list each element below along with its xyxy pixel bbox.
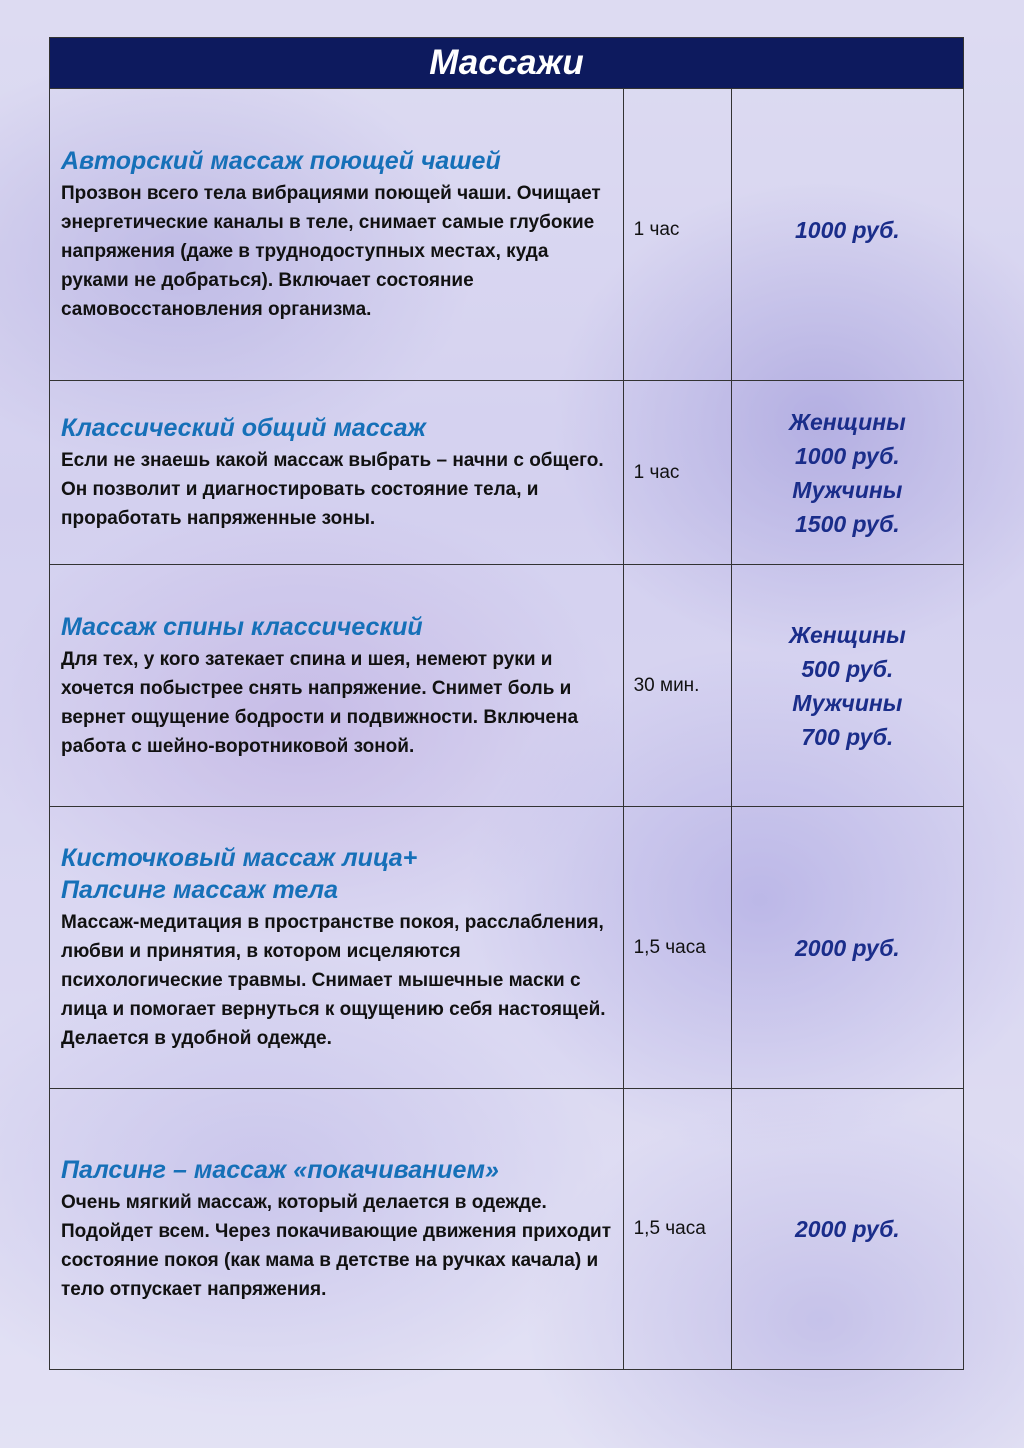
service-duration xyxy=(623,89,731,381)
service-description-cell xyxy=(50,89,624,381)
service-price xyxy=(731,565,963,807)
price-label-women: Женщины xyxy=(788,408,906,435)
duration-text: 1 час xyxy=(633,461,680,483)
service-description-cell xyxy=(50,807,624,1089)
title-row xyxy=(50,38,964,89)
service-row xyxy=(50,381,964,565)
service-name: Классический общий массаж xyxy=(61,414,426,442)
service-row xyxy=(50,807,964,1089)
service-price xyxy=(731,807,963,1089)
service-name: Палсинг – массаж «покачиванием» xyxy=(61,1156,499,1184)
duration-text: 30 мин. xyxy=(633,674,700,696)
duration-text: 1,5 часа xyxy=(633,936,706,958)
price-line: 1000 руб. xyxy=(794,216,900,243)
service-name: Авторский массаж поющей чашей xyxy=(61,147,501,175)
service-description: Очень мягкий массаж, который делается в одежде. Подойдет всем. Через покачивающие движения приходит состояние покоя (как мама в детстве на ручках качала) и тело отпускает напряжения. xyxy=(61,1192,611,1300)
service-row xyxy=(50,565,964,807)
service-description: Для тех, у кого затекает спина и шея, немеют руки и хочется побыстрее снять напряжение. Снимет боль и вернет ощущение бодрости и подвижности. Включена работа с шейно-воротниковой зоной. xyxy=(61,648,579,757)
massage-price-table xyxy=(49,37,964,1370)
service-row xyxy=(50,89,964,381)
price-line: 1500 руб. xyxy=(794,510,900,537)
service-description: Если не знаешь какой массаж выбрать – начни с общего. Он позволит и диагностировать состояние тела, и проработать напряженные зоны. xyxy=(61,450,604,529)
price-line: 2000 руб. xyxy=(794,1216,900,1242)
price-label-men: Мужчины xyxy=(792,689,903,716)
service-price xyxy=(731,1089,963,1370)
service-description-cell xyxy=(50,381,624,565)
service-duration xyxy=(623,565,731,807)
price-line: 1000 руб. xyxy=(794,442,900,469)
service-duration xyxy=(623,381,731,565)
service-description: Прозвон всего тела вибрациями поющей чаши. Очищает энергетические каналы в теле, снимает самые глубокие напряжения (даже в труднодоступных местах, куда руками не добраться). Включает состояние самовосстановления организма. xyxy=(61,183,601,320)
duration-text: 1,5 часа xyxy=(633,1218,706,1239)
service-description: Массаж-медитация в пространстве покоя, расслабления, любви и принятия, в котором исцеляются психологические травмы. Снимает мышечные маски с лица и помогает вернуться к ощущению себя настоящей. Делается в удобной одежде. xyxy=(61,912,606,1049)
price-line: 500 руб. xyxy=(801,655,894,682)
service-name: Кисточковый массаж лица+ Палсинг массаж тела xyxy=(61,844,418,904)
service-duration xyxy=(623,1089,731,1370)
price-line: 2000 руб. xyxy=(794,934,900,961)
service-description-cell xyxy=(50,1089,624,1370)
service-duration xyxy=(623,807,731,1089)
service-price xyxy=(731,381,963,565)
service-name: Массаж спины классический xyxy=(61,612,423,641)
service-description-cell xyxy=(50,565,624,807)
price-label-men: Мужчины xyxy=(792,476,903,503)
price-line: 700 руб. xyxy=(801,723,894,750)
service-price xyxy=(731,89,963,381)
service-row xyxy=(50,1089,964,1370)
duration-text: 1 час xyxy=(633,218,680,240)
price-label-women: Женщины xyxy=(788,621,906,648)
page-title: Массажи xyxy=(50,38,964,89)
